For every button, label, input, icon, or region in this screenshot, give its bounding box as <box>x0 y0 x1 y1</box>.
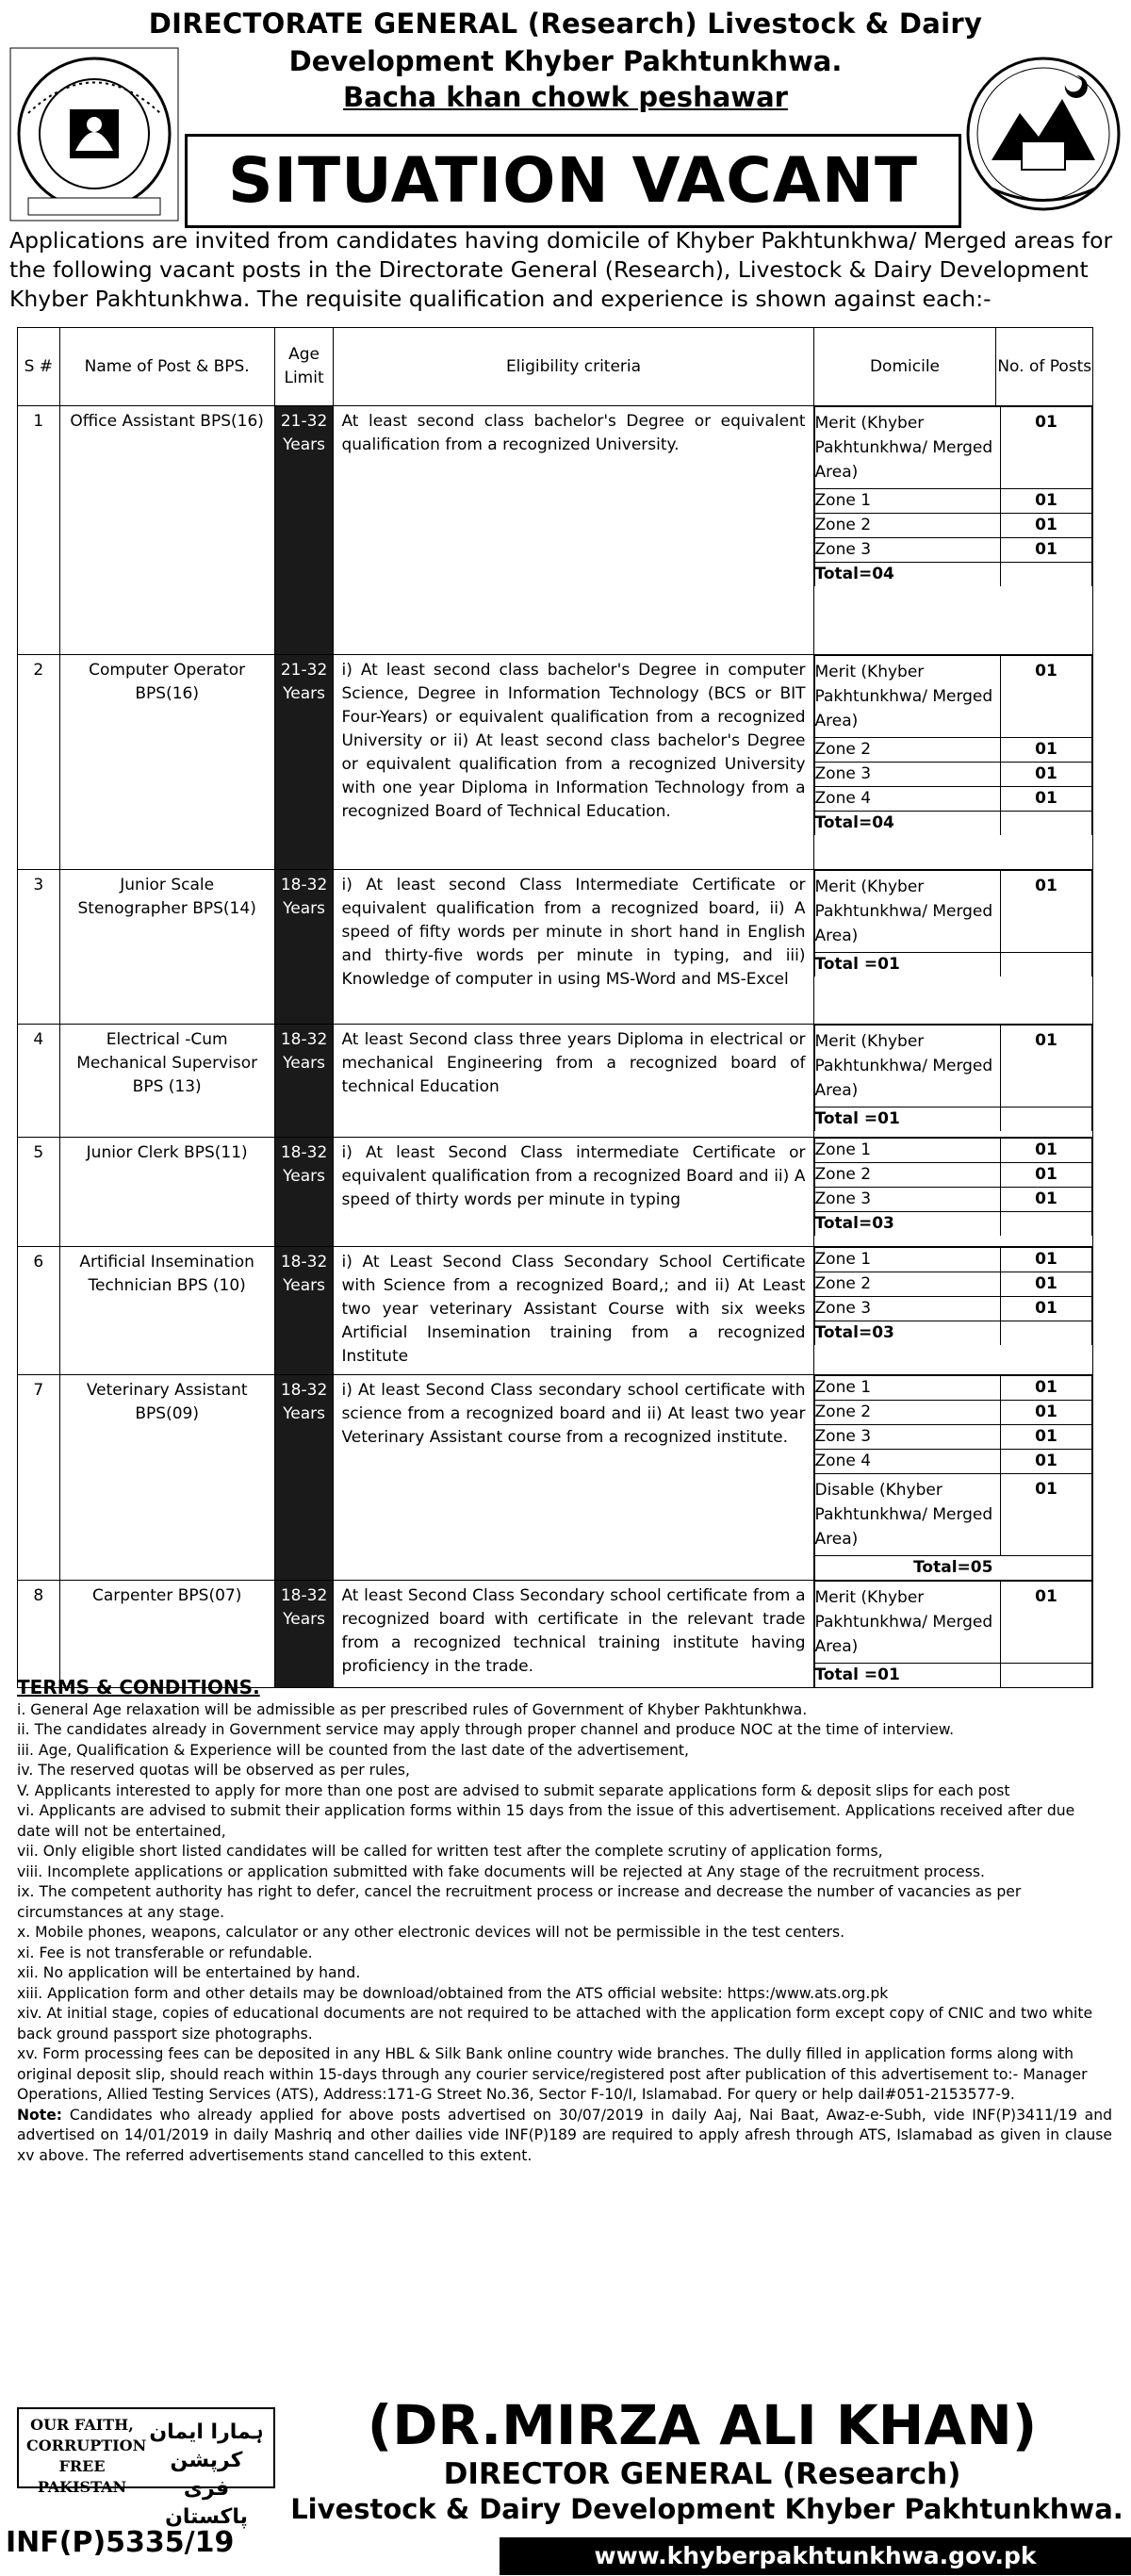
faith-ur-2: کرپشن فری پاکستان <box>165 2449 248 2529</box>
post-name: Office Assistant BPS(16) <box>70 412 264 431</box>
domicile-label: Merit (Khyber Pakhtunkhwa/ Merged Area) <box>814 871 1000 953</box>
eligibility-criteria: i) At least second Class Intermediate Certificate or equivalent qualification from a recognized board, ii) A speed of fifty words per minute in short hand in English and thirty-five words per minute in typing, and iii) Knowledge of computer in using MS-Word and MS-Excel <box>341 876 806 989</box>
eligibility-criteria-cell <box>334 406 813 655</box>
serial-number: 2 <box>33 661 44 680</box>
terms-item: x. Mobile phones, weapons, calculator or any other electronic devices will not be permissible in the test centers. <box>17 1924 845 1941</box>
post-name: Junior Scale Stenographer BPS(14) <box>77 876 256 918</box>
age-limit-cell <box>274 1138 334 1247</box>
serial-number: 6 <box>33 1253 44 1272</box>
serial-number-cell <box>18 1581 60 1688</box>
domicile-label: Zone 1 <box>814 1376 1000 1401</box>
domicile-label: Zone 2 <box>814 514 1000 538</box>
terms-title: TERMS & CONDITIONS. <box>17 1676 260 1698</box>
post-name: Veterinary Assistant BPS(09) <box>86 1381 248 1423</box>
post-name-cell <box>59 1025 274 1138</box>
age-limit-cell <box>274 870 334 1025</box>
terms-item: i. General Age relaxation will be admissible as per prescribed rules of Government of Khyber Pakhtunkhwa. <box>17 1700 808 1718</box>
post-name-cell <box>59 1581 274 1688</box>
total-row <box>814 563 1091 587</box>
domicile-list <box>814 406 1092 586</box>
posts-count: 01 <box>1001 1297 1092 1321</box>
domicile-row <box>814 1025 1091 1108</box>
domicile-row <box>814 1425 1091 1450</box>
post-name-cell <box>59 1138 274 1247</box>
posts-count: 01 <box>1001 763 1092 787</box>
posts-total: Total=05 <box>814 1556 1091 1581</box>
domicile-row <box>814 763 1091 787</box>
domicile-label: Merit (Khyber Pakhtunkhwa/ Merged Area) <box>814 656 1000 738</box>
serial-number: 8 <box>33 1586 44 1605</box>
domicile-cell <box>813 655 1092 870</box>
domicile-label: Zone 1 <box>814 489 1000 514</box>
age-limit: 21-32 Years <box>280 412 328 454</box>
faith-logo-box <box>17 2407 275 2529</box>
domicile-label: Merit (Khyber Pakhtunkhwa/ Merged Area) <box>814 407 1000 489</box>
domicile-cell <box>813 1581 1092 1688</box>
posts-total: Total=03 <box>814 1212 1000 1237</box>
domicile-row <box>814 1450 1091 1474</box>
total-spacer <box>1001 563 1092 587</box>
table-row <box>18 1581 1093 1688</box>
terms-item: xiii. Application form and other details may be download/obtained from the ATS official website: https:/www.ats.org.pk <box>17 1984 889 2002</box>
serial-number-cell <box>18 1138 60 1247</box>
age-limit: 21-32 Years <box>280 661 328 703</box>
posts-count: 01 <box>1001 1025 1092 1108</box>
eligibility-criteria: At least Second class three years Diploma in electrical or mechanical Engineering from a recognized board of technical Education <box>341 1030 806 1096</box>
domicile-list <box>814 1581 1092 1687</box>
domicile-list <box>814 1375 1092 1580</box>
table-row <box>18 655 1093 870</box>
header-posts: No. of Posts <box>996 328 1093 406</box>
faith-en-1: OUR FAITH, <box>30 2416 134 2434</box>
posts-count: 01 <box>1001 1425 1092 1450</box>
age-limit: 18-32 Years <box>280 1143 328 1186</box>
header-sn: S # <box>18 328 60 406</box>
domicile-list <box>814 1247 1092 1345</box>
posts-count: 01 <box>1001 1139 1092 1163</box>
terms-item: xiv. At initial stage, copies of educational documents are not required to be attached with the application form except copy of CNIC and two white back ground passport size photographs. <box>17 2005 1093 2043</box>
serial-number: 1 <box>33 412 44 431</box>
post-name-cell <box>59 870 274 1025</box>
posts-count: 01 <box>1001 1450 1092 1474</box>
total-spacer <box>1001 1108 1092 1132</box>
domicile-label: Zone 3 <box>814 538 1000 563</box>
post-name: Junior Clerk BPS(11) <box>86 1143 248 1162</box>
serial-number-cell <box>18 655 60 870</box>
inf-number: INF(P)5335/19 <box>6 2526 235 2559</box>
terms-item: V. Applicants interested to apply for more than one post are advised to submit separate applications form & deposit slips for each post <box>17 1781 1010 1799</box>
website-link[interactable]: www.khyberpakhtunkhwa.gov.pk <box>500 2537 1131 2575</box>
posts-count: 01 <box>1001 538 1092 563</box>
posts-total: Total =01 <box>814 1664 1000 1688</box>
header-address: Bacha khan chowk peshawar <box>343 81 788 113</box>
signatory-name: (DR.MIRZA ALI KHAN) <box>367 2393 1038 2457</box>
posts-count: 01 <box>1001 656 1092 738</box>
serial-number-cell <box>18 1247 60 1375</box>
eligibility-criteria-cell <box>334 1581 813 1688</box>
serial-number: 7 <box>33 1381 44 1400</box>
eligibility-criteria-cell <box>334 1138 813 1247</box>
table-row <box>18 1025 1093 1138</box>
faith-english <box>26 2415 147 2498</box>
terms-item: iv. The reserved quotas will be observed as per rules, <box>17 1762 410 1779</box>
faith-urdu <box>147 2419 266 2532</box>
eligibility-criteria: i) At Least Second Class Secondary School Certificate with Science from a recognized Board,; and ii) At Least two year veterinary Assistant Course with six weeks Artificial Insemination training from a recognized Institute <box>341 1253 806 1366</box>
total-row <box>814 953 1091 977</box>
table-row <box>18 1138 1093 1247</box>
posts-total: Total=04 <box>814 812 1000 836</box>
faith-en-3: FREE PAKISTAN <box>37 2457 127 2496</box>
table-header-row <box>18 328 1093 406</box>
eligibility-criteria-cell <box>334 1247 813 1375</box>
domicile-row <box>814 1582 1091 1664</box>
header-line-1: DIRECTORATE GENERAL (Research) Livestock & Dairy <box>148 8 983 40</box>
total-row <box>814 1321 1091 1346</box>
domicile-label: Zone 3 <box>814 763 1000 787</box>
domicile-label: Disable (Khyber Pakhtunkhwa/ Merged Area) <box>814 1474 1000 1556</box>
posts-count: 01 <box>1001 1474 1092 1556</box>
domicile-list <box>814 870 1092 976</box>
eligibility-criteria-cell <box>334 1025 813 1138</box>
domicile-row <box>814 871 1091 953</box>
domicile-label: Zone 3 <box>814 1188 1000 1212</box>
domicile-row <box>814 787 1091 812</box>
terms-item: viii. Incomplete applications or application submitted with fake documents will be rejected at Any stage of the recruitment process. <box>17 1862 985 1880</box>
serial-number-cell <box>18 1025 60 1138</box>
posts-total: Total=04 <box>814 563 1000 587</box>
table-row <box>18 1375 1093 1581</box>
domicile-row <box>814 407 1091 489</box>
domicile-label: Zone 2 <box>814 1163 1000 1188</box>
age-limit-cell <box>274 1025 334 1138</box>
domicile-label: Zone 2 <box>814 1401 1000 1425</box>
eligibility-criteria: i) At least Second Class intermediate Certificate or equivalent qualification from a recognized Board and ii) A speed of thirty words per minute in typing <box>341 1143 806 1209</box>
header-eligibility: Eligibility criteria <box>334 328 813 406</box>
terms-note <box>17 2106 1112 2167</box>
domicile-label: Zone 2 <box>814 738 1000 763</box>
age-limit-cell <box>274 1581 334 1688</box>
domicile-label: Merit (Khyber Pakhtunkhwa/ Merged Area) <box>814 1582 1000 1664</box>
posts-count: 01 <box>1001 1163 1092 1188</box>
posts-count: 01 <box>1001 1582 1092 1664</box>
terms-item: ii. The candidates already in Government service may apply through proper channel and produce NOC at the time of interview. <box>17 1721 955 1738</box>
faith-ur-1: ہمارا ایمان <box>149 2420 264 2444</box>
terms-item: vi. Applicants are advised to submit their application forms within 15 days from the issue of this advertisement. Applications received after due date will not be entertained, <box>17 1802 1075 1840</box>
posts-count: 01 <box>1001 871 1092 953</box>
domicile-label: Zone 3 <box>814 1297 1000 1321</box>
serial-number-cell <box>18 1375 60 1581</box>
age-limit: 18-32 Years <box>280 1030 328 1073</box>
post-name: Electrical -Cum Mechanical Supervisor BPS (13) <box>76 1030 258 1096</box>
post-name-cell <box>59 406 274 655</box>
note-label: Note: <box>17 2106 63 2124</box>
post-name: Artificial Insemination Technician BPS (10) <box>79 1253 254 1295</box>
serial-number: 5 <box>33 1143 44 1162</box>
terms-item: xi. Fee is not transferable or refundable. <box>17 1944 313 1961</box>
intro-paragraph: Applications are invited from candidates having domicile of Khyber Pakhtunkhwa/ Merged areas for the following vacant posts in the Directorate General (Research), Livestock & Dairy Development Khyber Pakhtunkhwa. The requisite qualification and experience is shown against each:- <box>9 227 1113 312</box>
post-name: Carpenter BPS(07) <box>91 1586 242 1605</box>
age-limit-cell <box>274 1375 334 1581</box>
age-limit: 18-32 Years <box>280 1381 328 1423</box>
domicile-label: Zone 1 <box>814 1139 1000 1163</box>
posts-count: 01 <box>1001 1248 1092 1272</box>
domicile-label: Zone 4 <box>814 1450 1000 1474</box>
eligibility-criteria: i) At least Second Class secondary school certificate with science from a recognized board and ii) At least two year Veterinary Assistant course from a recognized institute. <box>341 1381 806 1447</box>
domicile-row <box>814 738 1091 763</box>
domicile-label: Zone 2 <box>814 1272 1000 1297</box>
header-domicile: Domicile <box>813 328 996 406</box>
domicile-cell <box>813 1375 1092 1581</box>
posts-total: Total=03 <box>814 1321 1000 1346</box>
total-spacer <box>1001 953 1092 977</box>
age-limit-cell <box>274 1247 334 1375</box>
post-name-cell <box>59 1247 274 1375</box>
domicile-row <box>814 514 1091 538</box>
signatory-title: DIRECTOR GENERAL (Research) <box>443 2457 961 2491</box>
posts-count: 01 <box>1001 1188 1092 1212</box>
eligibility-criteria-cell <box>334 1375 813 1581</box>
total-spacer <box>1001 1212 1092 1237</box>
domicile-row <box>814 1297 1091 1321</box>
domicile-cell <box>813 870 1092 1025</box>
table-row <box>18 1247 1093 1375</box>
domicile-row <box>814 489 1091 514</box>
posts-count: 01 <box>1001 514 1092 538</box>
domicile-row <box>814 1474 1091 1556</box>
post-name-cell <box>59 655 274 870</box>
age-limit-cell <box>274 655 334 870</box>
total-row <box>814 1556 1091 1581</box>
age-limit: 18-32 Years <box>280 1253 328 1295</box>
posts-total: Total =01 <box>814 1108 1000 1132</box>
note-text: Candidates who already applied for above posts advertised on 30/07/2019 in daily Aaj, Nai Baat, Awaz-e-Subh, vide INF(P)3411/19 and advertised on 14/01/2019 in daily Mashriq and other dailies vide INF(P)189 are required to apply afresh through ATS, Islamabad as given in clause xv above. The referred advertisements stand cancelled to this extent. <box>17 2106 1112 2164</box>
signatory-department: Livestock & Dairy Development Khyber Pakhtunkhwa. <box>290 2493 1123 2525</box>
domicile-label: Merit (Khyber Pakhtunkhwa/ Merged Area) <box>814 1025 1000 1108</box>
posts-count: 01 <box>1001 1272 1092 1297</box>
domicile-list <box>814 1138 1092 1236</box>
terms-section <box>17 1678 1112 2166</box>
domicile-label: Zone 1 <box>814 1248 1000 1272</box>
total-row <box>814 1108 1091 1132</box>
eligibility-criteria-cell <box>334 655 813 870</box>
posts-count: 01 <box>1001 489 1092 514</box>
serial-number: 4 <box>33 1030 44 1049</box>
table-row <box>18 870 1093 1025</box>
age-limit-cell <box>274 406 334 655</box>
domicile-row <box>814 1163 1091 1188</box>
domicile-row <box>814 1139 1091 1163</box>
post-name: Computer Operator BPS(16) <box>89 661 246 703</box>
faith-en-2: CORRUPTION <box>26 2437 147 2454</box>
terms-item: ix. The competent authority has right to defer, cancel the recruitment process or increase and decrease the number of vacancies as per circumstances at any stage. <box>17 1883 1022 1921</box>
serial-number-cell <box>18 406 60 655</box>
post-name-cell <box>59 1375 274 1581</box>
terms-item: xii. No application will be entertained by hand. <box>17 1964 361 1981</box>
eligibility-criteria: At least Second Class Secondary school certificate from a recognized board with certificate in the relevant trade from a recognized technical training institute having proficiency in the trade. <box>341 1586 806 1676</box>
vacancy-table <box>17 327 1093 1688</box>
posts-count: 01 <box>1001 407 1092 489</box>
domicile-row <box>814 1248 1091 1272</box>
domicile-cell <box>813 1025 1092 1138</box>
posts-count: 01 <box>1001 787 1092 812</box>
domicile-row <box>814 1401 1091 1425</box>
terms-item: xv. Form processing fees can be deposited in any HBL & Silk Bank online country wide branches. The dully filled in application forms along with original deposit slip, should reach within 15-days through any courier service/registered post after publication of this advertisement to:- Manager Operations, Allied Testing Services (ATS), Address:171-G Street No.36, Sector F-10/I, Islamabad. For query or help dail#051-2153577-9. <box>17 2045 1088 2103</box>
posts-total: Total =01 <box>814 953 1000 977</box>
total-spacer <box>1001 812 1092 836</box>
eligibility-criteria: At least second class bachelor's Degree or equivalent qualification from a recognized University. <box>341 412 806 454</box>
domicile-row <box>814 1188 1091 1212</box>
total-spacer <box>1001 1321 1092 1346</box>
situation-vacant-banner: SITUATION VACANT <box>185 134 961 228</box>
terms-item: vii. Only eligible short listed candidates will be called for written test after the complete scrutiny of application forms, <box>17 1843 883 1860</box>
domicile-row <box>814 1376 1091 1401</box>
header-line-2: Development Khyber Pakhtunkhwa. <box>288 45 843 77</box>
domicile-list <box>814 1025 1092 1131</box>
domicile-row <box>814 538 1091 563</box>
eligibility-criteria: i) At least second class bachelor's Degree in computer Science, Degree in Information Technology (BCS or BIT Four-Years) or equivalent qualification from a recognized University or ii) At least second class bachelor's Degree or equivalent qualification from a recognized University with one year Diploma in Information Technology from a recognized Board of Technical Education. <box>341 661 806 821</box>
domicile-cell <box>813 406 1092 655</box>
domicile-label: Zone 4 <box>814 787 1000 812</box>
domicile-label: Zone 3 <box>814 1425 1000 1450</box>
terms-item: iii. Age, Qualification & Experience will be counted from the last date of the advertisement, <box>17 1741 689 1759</box>
posts-count: 01 <box>1001 1401 1092 1425</box>
total-row <box>814 1212 1091 1237</box>
serial-number-cell <box>18 870 60 1025</box>
domicile-list <box>814 655 1092 835</box>
header-age: Age Limit <box>274 328 334 406</box>
age-limit: 18-32 Years <box>280 876 328 918</box>
domicile-cell <box>813 1247 1092 1375</box>
domicile-cell <box>813 1138 1092 1247</box>
serial-number: 3 <box>33 876 44 894</box>
eligibility-criteria-cell <box>334 870 813 1025</box>
table-row <box>18 406 1093 655</box>
domicile-row <box>814 656 1091 738</box>
age-limit: 18-32 Years <box>280 1586 328 1629</box>
posts-count: 01 <box>1001 1376 1092 1401</box>
posts-count: 01 <box>1001 738 1092 763</box>
header-name: Name of Post & BPS. <box>59 328 274 406</box>
domicile-row <box>814 1272 1091 1297</box>
total-row <box>814 812 1091 836</box>
